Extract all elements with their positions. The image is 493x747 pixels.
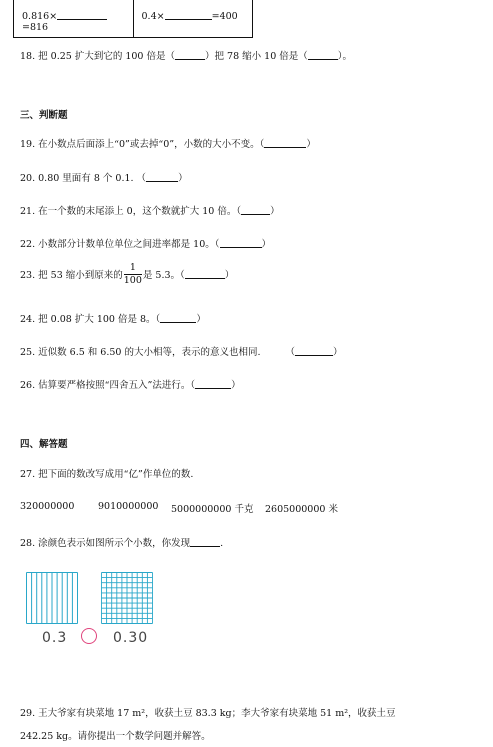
question-text: ） bbox=[224, 270, 235, 281]
question-text: 18. 把 0.25 扩大到它的 100 倍是（ bbox=[20, 51, 175, 62]
question-text: 22. 小数部分计数单位单位之间进率都是 10。（ bbox=[20, 239, 220, 250]
answer-blank[interactable] bbox=[146, 172, 178, 182]
question-20 bbox=[20, 170, 188, 184]
table-cell bbox=[134, 0, 253, 37]
question-text: ） bbox=[270, 206, 280, 217]
q27-number: 9010000000 bbox=[98, 501, 159, 512]
question-25 bbox=[20, 344, 343, 358]
question-22 bbox=[20, 236, 271, 250]
section-title: 四、解答题 bbox=[20, 439, 68, 450]
question-text: ） bbox=[306, 139, 316, 150]
question-text: 21. 在一个数的末尾添上 0，这个数就扩大 10 倍。（ bbox=[20, 206, 242, 217]
question-text: （ bbox=[285, 347, 296, 358]
question-28 bbox=[20, 535, 223, 549]
answer-blank[interactable] bbox=[308, 50, 338, 60]
fraction-numerator: 1 bbox=[124, 263, 142, 275]
question-23 bbox=[20, 263, 234, 285]
answer-blank[interactable] bbox=[185, 269, 225, 279]
grid-tenths bbox=[26, 572, 78, 624]
question-26 bbox=[20, 377, 241, 391]
fraction bbox=[124, 263, 142, 285]
question-29-line1: 29. 王大爷家有块菜地 17 m²，收获土豆 83.3 kg；李大爷家有块菜地 51 m²，收获土豆 bbox=[20, 708, 396, 719]
q27-number: 5000000000 千克 bbox=[171, 504, 254, 515]
question-27: 27. 把下面的数改写成用“亿”作单位的数. bbox=[20, 469, 194, 480]
question-24 bbox=[20, 311, 206, 325]
answer-blank[interactable] bbox=[165, 10, 212, 20]
answer-blank[interactable] bbox=[241, 205, 270, 215]
left-caption: 0.3 bbox=[42, 630, 68, 646]
question-21 bbox=[20, 203, 280, 217]
question-29-line2: 242.25 kg。请你提出一个数学问题并解答。 bbox=[20, 731, 211, 742]
table-cell bbox=[14, 0, 134, 37]
question-text: 24. 把 0.08 扩大 100 倍是 8。（ bbox=[20, 314, 161, 325]
cell-suffix: =816 bbox=[22, 22, 49, 33]
answer-blank[interactable] bbox=[195, 379, 231, 389]
question-text: ） bbox=[231, 380, 241, 391]
right-caption: 0.30 bbox=[113, 630, 149, 646]
fraction-denominator: 100 bbox=[123, 274, 142, 286]
section-title: 三、判断题 bbox=[20, 110, 68, 121]
question-text: ） bbox=[333, 347, 343, 358]
question-18 bbox=[20, 48, 352, 62]
grid-hundredths bbox=[101, 572, 153, 624]
question-text: 20. 0.80 里面有 8 个 0.1. （ bbox=[20, 173, 147, 184]
question-text: ）。 bbox=[337, 51, 353, 62]
cell-prefix: 0.4× bbox=[141, 11, 165, 22]
answer-blank[interactable] bbox=[160, 313, 196, 323]
question-text: . bbox=[220, 538, 224, 549]
compare-circle[interactable] bbox=[81, 628, 97, 644]
answer-table bbox=[13, 0, 253, 38]
answer-blank[interactable] bbox=[57, 10, 107, 20]
question-text: ）把 78 缩小 10 倍是（ bbox=[205, 51, 308, 62]
answer-blank[interactable] bbox=[295, 346, 333, 356]
answer-blank[interactable] bbox=[190, 537, 220, 547]
question-text: ） bbox=[178, 173, 188, 184]
question-19 bbox=[20, 136, 316, 150]
question-text: ） bbox=[196, 314, 206, 325]
question-text: 25. 近似数 6.5 和 6.50 的大小相等，表示的意义也相同. bbox=[20, 347, 261, 358]
question-text: 19. 在小数点后面添上“0”或去掉“0”，小数的大小不变。（ bbox=[20, 139, 265, 150]
question-text: 26. 估算要严格按照“四舍五入”法进行。（ bbox=[20, 380, 196, 391]
question-text: ） bbox=[261, 239, 272, 250]
cell-prefix: 0.816× bbox=[22, 11, 58, 22]
answer-blank[interactable] bbox=[220, 238, 262, 248]
q27-number: 320000000 bbox=[20, 501, 75, 512]
answer-blank[interactable] bbox=[175, 50, 205, 60]
q27-number: 2605000000 米 bbox=[265, 504, 338, 515]
answer-blank[interactable] bbox=[264, 138, 306, 148]
cell-suffix: =400 bbox=[211, 11, 238, 22]
question-text: 23. 把 53 缩小到原来的 bbox=[20, 270, 123, 281]
question-text: 是 5.3。（ bbox=[142, 270, 185, 281]
question-text: 28. 涂颜色表示如图所示个小数，你发现 bbox=[20, 538, 191, 549]
